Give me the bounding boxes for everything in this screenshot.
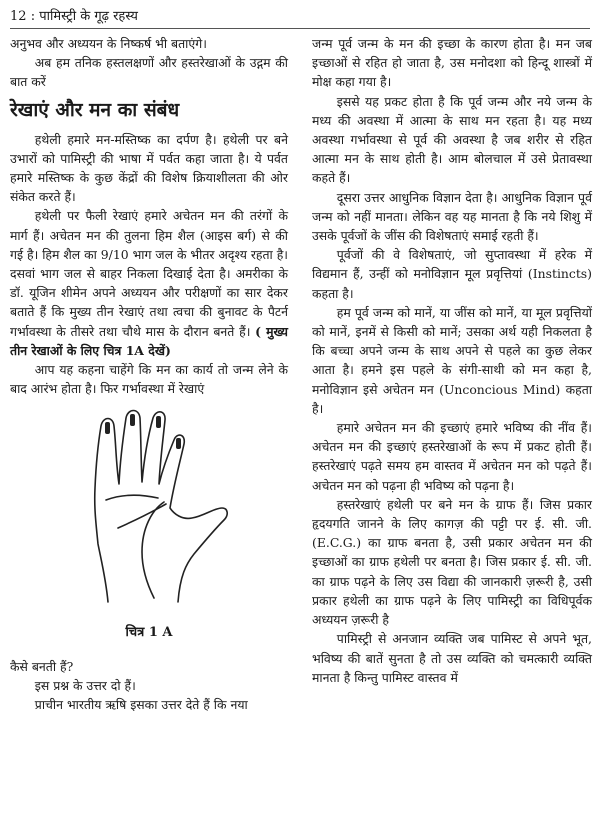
paragraph-ancient-sages: प्राचीन भारतीय ऋषि इसका उत्तर देते हैं कि नया [34, 697, 248, 713]
intro-paragraph-1: अनुभव और अध्ययन के निष्कर्ष भी बताएंगे। [10, 36, 207, 51]
paragraph-lines-waves [10, 206, 288, 360]
head-line [118, 504, 166, 528]
paragraph-lines-waves-text: हथेली पर फैली रेखाएं हमारे अचेतन मन की तरंगों के मार्ग हैं। अचेतन मन की तुलना हिम शैल (आइस बर्ग) से की गई है। हिम शैल का 9/10 भाग जल के भीतर अदृश्य रहता है। दसवां भाग जल से बाहर निकला दिखाई देता है। अमरीका के डॉ. यूजिन शीमेन अपने अध्ययन और परीक्षणों का सार देकर बताते हैं कि मुख्य तीन रेखाएं तथा त्वचा की बुनावट के पैटर्न गर्भावस्था के तीसरे तथा चौथे मास के दौरान बनते हैं। [10, 208, 288, 339]
paragraph-two-answers: इस प्रश्न के उत्तर दो हैं। [34, 677, 136, 693]
paragraph-moksha: जन्म पूर्व जन्म के मन की इच्छा के कारण होता है। मन जब इच्छाओं से रहित हो जाता है, उस मनोदशा को हिन्दू शास्त्रों में मोक्ष कहा गया है। [312, 36, 592, 90]
book-title: पामिस्ट्री के गूढ़ रहस्य [39, 9, 138, 24]
fingernail-middle [130, 414, 135, 426]
paragraph-mind-question: आप यह कहना चाहेंगे कि मन का कार्य तो जन्म लेने के बाद आरंभ होता है। फिर गर्भावस्था में रेखाएं [10, 362, 288, 397]
right-column [312, 34, 592, 687]
paragraph-unconscious-mind: हम पूर्व जन्म को मानें, या जींस को मानें, या मूल प्रवृत्तियों को मानें, इनमें से किसी को मानें; उसका अर्थ यही निकलता है कि बच्चा अपने जन्म के साथ अपने से पहले का कुछ लेकर आता है। हमने इस पहले के संगी-साथी को मन कहा है, मनोविज्ञान इसे अचेतन मन (Unconcious Mind) कहता है। [312, 304, 592, 416]
page-header [10, 6, 590, 29]
intro-paragraph-2: अब हम तनिक हस्तलक्षणों और हस्तरेखाओं के उद्गम की बात करें [10, 55, 288, 90]
life-line [142, 502, 164, 598]
header-separator: : [30, 9, 36, 24]
fingernail-index [105, 422, 110, 434]
paragraph-palmist: पामिस्ट्री से अनजान व्यक्ति जब पामिस्ट से अपने भूत, भविष्य की बातें सुनता है तो उस व्यक्ति को चमत्कारी व्यक्ति मानता है किन्तु पामिस्ट वास्तव में [312, 631, 592, 685]
figure-caption: चित्र 1 A [125, 625, 173, 641]
paragraph-palm-mirror: हथेली हमारे मन-मस्तिष्क का दर्पण है। हथेली पर बने उभारों को पामिस्ट्री की भाषा में पर्वत कहा जाता है। ये पर्वत हमारे मस्तिष्क के कुछ केंद्रों की विशेष क्रियाशीलता की ओर संकेत करते हैं। [10, 131, 288, 205]
paragraph-instincts: पूर्वजों की वे विशेषताएं, जो सुप्तावस्था में हरेक में विद्यमान हैं, उन्हीं को मनोविज्ञान मूल प्रवृत्तियां (Instincts) कहता है। [312, 247, 592, 301]
left-column [10, 34, 288, 714]
hand-figure [10, 404, 288, 619]
paragraph-future-foundation: हमारे अचेतन मन की इच्छाएं हमारे भविष्य की नींव हैं। अचेतन मन की इच्छाएं हस्तरेखाओं के रूप में प्रकट होती हैं। हस्तरेखाएं पढ़ते समय हम वास्तव में अचेतन मन को पढ़ते हैं। अचेतन मन को पढ़ना ही भविष्य को पढ़ना है। [312, 420, 592, 493]
fingernail-little [176, 438, 181, 449]
section-heading: रेखाएं और मन का संबंध [10, 98, 180, 121]
heart-line [106, 496, 158, 501]
page-number: 12 [10, 9, 27, 24]
hand-illustration [68, 404, 238, 619]
paragraph-ecg-graph: हस्तरेखाएं हथेली पर बने मन के ग्राफ हैं। जिस प्रकार हृदयगति जानने के लिए कागज़ की पट्टी पर ई. सी. जी. (E.C.G.) का ग्राफ बनता है, उसी प्रकार अचेतन मन की इच्छाओं का ग्राफ हथेली पर बनता है। जिस प्रकार ई. सी. जी. का ग्राफ पढ़ने के लिए उस विद्या की जानकारी ज़रूरी है, उसी प्रकार हथेली का ग्राफ पढ़ने के लिए पामिस्ट्री का विधिपूर्वक अध्ययन ज़रूरी है [312, 496, 592, 628]
paragraph-modern-science: दूसरा उत्तर आधुनिक विज्ञान देता है। आधुनिक विज्ञान पूर्व जन्म को नहीं मानता। लेकिन वह यह मानता है कि नये शिशु में उसके पूर्वजों के जींस की विशेषताएं समाई रहती हैं। [312, 189, 592, 244]
fingernail-ring [156, 416, 161, 428]
paragraph-how-formed: कैसे बनती हैं? [10, 658, 74, 674]
figure-reference: ( मुख्य तीन रेखाओं के लिए चित्र 1A देखें) [10, 323, 288, 358]
paragraph-intermediate-state: इससे यह प्रकट होता है कि पूर्व जन्म और नये जन्म के मध्य की अवस्था में आत्मा के साथ मन रहता है। यह मध्य अवस्था गर्भावस्था से पूर्व की अवस्था है जब शरीर से रहित आत्मा मन के साथ होती है। आम बोलचाल में उसे प्रेतावस्था कहते हैं। [312, 93, 592, 186]
